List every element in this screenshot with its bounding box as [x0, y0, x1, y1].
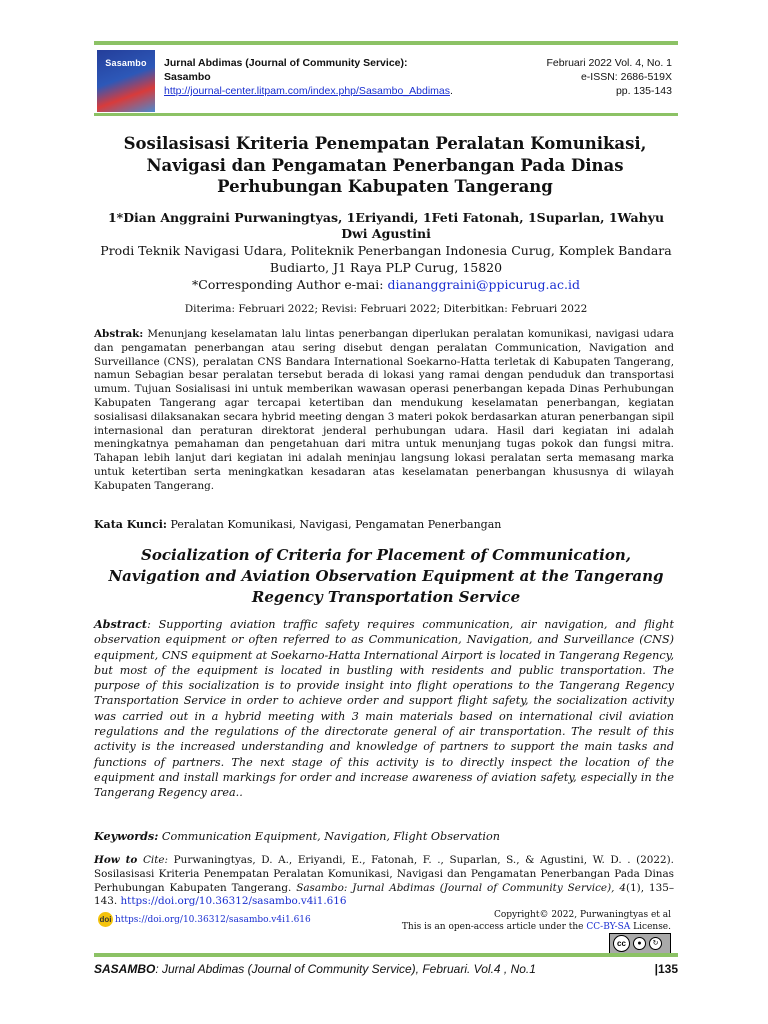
cite-label2: Cite:: [142, 854, 169, 866]
article-title-en: Socialization of Criteria for Placement of Communication, Navigation and Aviation Observation Equipment at the Tangerang Regency Transportation Service: [108, 546, 664, 606]
submission-dates: Diterima: Februari 2022; Revisi: Februari 2022; Diterbitkan: Februari 2022: [184, 303, 588, 315]
doi-link[interactable]: https://doi.org/10.36312/sasambo.v4i1.616: [115, 915, 311, 925]
how-to-cite-section: [94, 854, 674, 909]
issue-info: [547, 56, 673, 98]
journal-name-line2: Sasambo: [164, 71, 211, 83]
journal-url-suffix: .: [450, 85, 453, 97]
authors-text: 1*Dian Anggraini Purwaningtyas, 1Eriyandi, 1Feti Fatonah, 1Suparlan, 1Wahyu Dwi Agustini: [107, 210, 665, 241]
header-divider-bar: [94, 113, 678, 116]
cite-volume: , 4: [611, 881, 627, 894]
journal-header: [94, 50, 678, 100]
abstrak-text: Menunjang keselamatan lalu lintas penerbangan diperlukan peralatan komunikasi, navigasi udara dan pengamatan penerbangan atau sering disebut dengan peralatan Communication, Navigation and Surveillance (CNS), peralatan CNS Bandara International Soekarno-Hatta terletak di Kabupaten Tangerang, namun Sebagian besar peralatan tersebut berada di lokasi yang ramai dengan penduduk dan transportasi umum. Tujuan Sosialisasi ini untuk memberikan wawasan operasi penerbangan kepada Dinas Perhubungan Kabupaten Tangerang agar tercapai ketertiban dan mendukung keselamatan penerbangan, kegiatan sosialisasi dilaksanakan secara hybrid meeting dengan 3 materi pokok berdasarkan aturan penerbangan sipil internasional dan peraturan direktorat jenderal perhubungan udara. Hasil dari kegiatan ini adalah meningkatnya pemahaman dan pengetahuan dari mitra untuk menunjang tugas pokok dan fungsi mitra. Tahapan lebih lanjut dari kegiatan ini adalah meninjau langsung lokasi peralatan serta memasang marka untuk ketertiban serta meningkatkan kesadaran atas keselamatan penerbangan khususnya di wilayah Kabupaten Tangerang.: [94, 328, 674, 492]
page-footer: [94, 962, 678, 976]
affiliation-block: [94, 242, 678, 293]
by-icon: ●: [633, 937, 646, 950]
cc-icon: cc: [613, 935, 630, 952]
abstract-section: [94, 617, 674, 801]
keywords-label: Keywords:: [94, 829, 159, 843]
abstract-text: : Supporting aviation traffic safety requires communication, air navigation, and flight observation equipment or often referred to as Communication, Navigation, and Surveillance (CNS) equipment, CNS equipment at Soekarno-Hatta International Airport is located in Tangerang Regency, but most of the equipment is located in bustling with residents and public transportation. The purpose of this socialization is to provide insight into flight operations to the Tangerang Regency Transportation Service in order to achieve order and support flight safety, the socialization activity was carried out in a hybrid meeting with 3 main materials based on international civil aviation regulations and the regulations of the directorate general of air transportation. The result of this activity is the increased understanding and knowledge of partners to support the main tasks and functions of partners. The next stage of this activity is to directly inspect the location of the equipment and install markings for order and increase awareness of aviation safety, especially in the Tangerang Regency area..: [94, 618, 674, 800]
abstrak-label: Abstrak:: [94, 328, 144, 340]
sa-icon: ↻: [649, 937, 662, 950]
page-range: pp. 135-143: [615, 85, 672, 97]
cite-label: How to: [94, 854, 138, 866]
top-divider-bar: [94, 41, 678, 45]
license-link[interactable]: CC-BY-SA: [586, 922, 631, 932]
abstract-label: Abstract: [94, 617, 148, 631]
corresponding-email-link[interactable]: diananggraini@ppicurug.ac.id: [387, 277, 580, 292]
issue-date: Februari 2022 Vol. 4, No. 1: [546, 57, 672, 69]
kata-kunci-label: Kata Kunci:: [94, 518, 167, 531]
cite-doi-link[interactable]: https://doi.org/10.36312/sasambo.v4i1.616: [120, 895, 347, 908]
page-number: |135: [654, 962, 678, 976]
copyright-text: Copyright© 2022, Purwaningtyas et al: [493, 910, 671, 920]
footer-journal: SASAMBO: [94, 962, 156, 976]
keywords-section: [94, 829, 674, 843]
kata-kunci-section: [94, 518, 674, 531]
cite-issue: (1), 135–143.: [94, 881, 675, 908]
journal-logo: [97, 50, 155, 112]
logo-text: Sasambo: [105, 58, 147, 68]
copyright-block: [402, 909, 671, 933]
cite-journal: Sasambo: Jurnal Abdimas (Journal of Community Service): [296, 881, 612, 894]
corresponding-label: *Corresponding Author e-mai:: [192, 277, 388, 292]
journal-info: [164, 56, 453, 98]
cc-by-sa-license-icon[interactable]: [609, 933, 671, 954]
journal-url-link[interactable]: http://journal-center.litpam.com/index.php/Sasambo_Abdimas: [164, 85, 450, 97]
cite-text: Purwaningtyas, D. A., Eriyandi, E., Fatonah, F. ., Suparlan, S., & Agustini, W. D. . (2022). Sosilasisasi Kriteria Penempatan Peralatan Komunikasi, Navigasi dan Pengamatan Penerbangan Pada Dinas Perhubungan Kabupaten Tangerang.: [94, 854, 674, 894]
doi-icon: doi: [98, 912, 113, 927]
eissn: e-ISSN: 2686-519X: [580, 71, 672, 83]
kata-kunci-text: Peralatan Komunikasi, Navigasi, Pengamatan Penerbangan: [170, 518, 502, 531]
abstrak-section: [94, 328, 674, 494]
license-prefix: This is an open-access article under the: [401, 922, 587, 932]
footer-divider-bar: [94, 953, 678, 957]
affiliation: Prodi Teknik Navigasi Udara, Politeknik Penerbangan Indonesia Curug, Komplek Bandara Budiarto, J1 Raya PLP Curug, 15820: [100, 243, 672, 275]
keywords-text: Communication Equipment, Navigation, Flight Observation: [161, 830, 500, 843]
article-title-id: Sosilasisasi Kriteria Penempatan Peralatan Komunikasi, Navigasi dan Pengamatan Penerbangan Pada Dinas Perhubungan Kabupaten Tangerang: [123, 134, 647, 196]
doi-block: [98, 912, 311, 927]
journal-name-line1: Jurnal Abdimas (Journal of Community Service):: [164, 57, 408, 69]
author-list: [94, 210, 678, 242]
footer-text: : Jurnal Abdimas (Journal of Community Service), Februari. Vol.4 , No.1: [155, 962, 536, 976]
license-suffix: License.: [630, 922, 671, 932]
